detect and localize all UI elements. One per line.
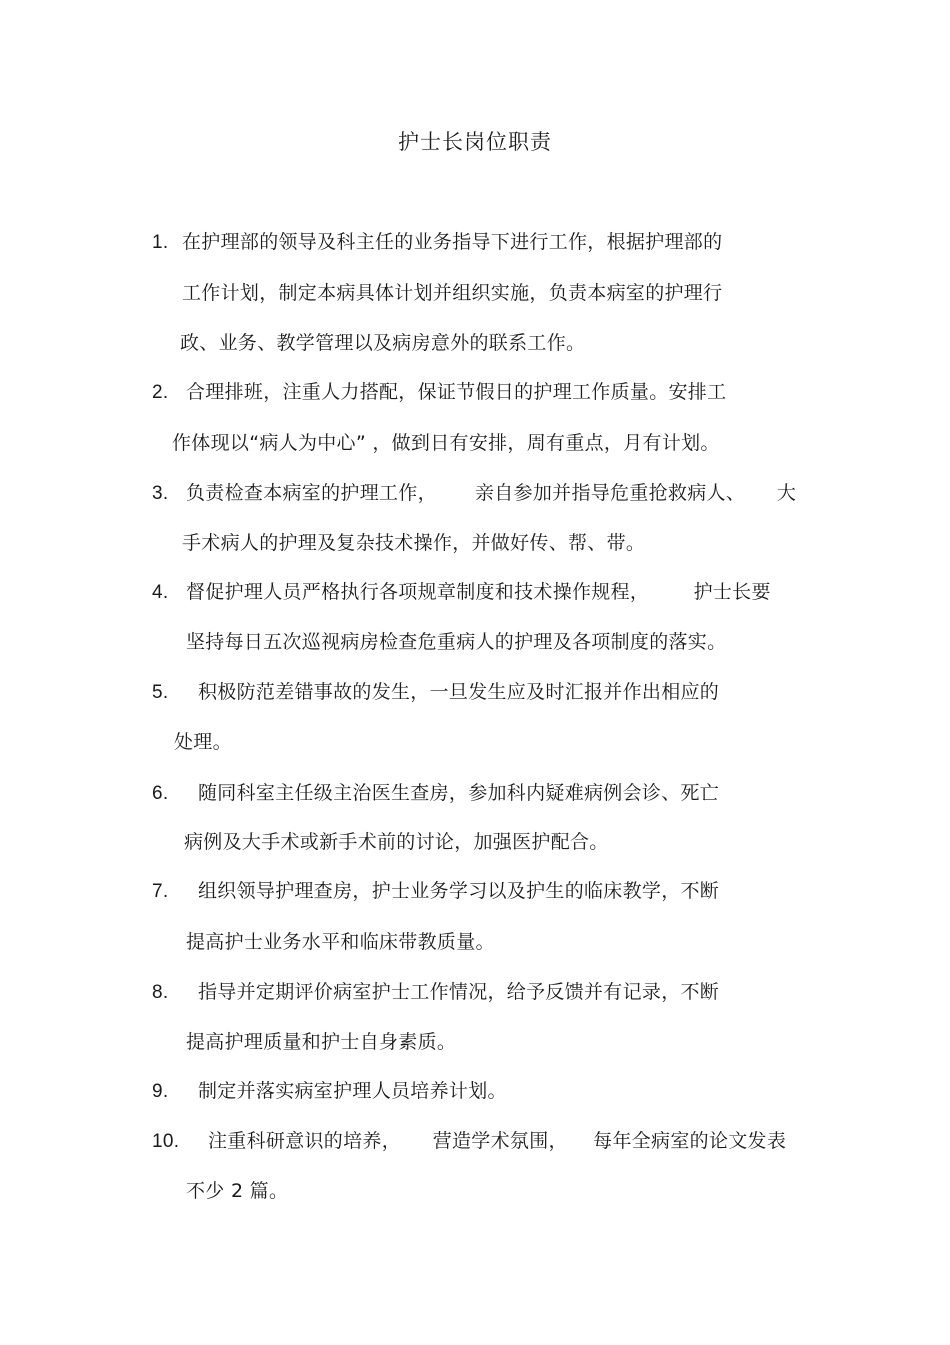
item-text: 组织领导护理查房，护士业务学习以及护生的临床教学，不断 — [198, 880, 720, 902]
list-item-9-line-1 — [152, 1078, 507, 1105]
item-text: 在护理部的领导及科主任的业务指导下进行工作，根据护理部的 — [182, 231, 723, 253]
item-number: 2. — [152, 382, 169, 403]
item-number: 9. — [152, 1081, 169, 1102]
document-title: 护士长岗位职责 — [398, 130, 552, 154]
list-item-7-line-2: 提高护士业务水平和临床带教质量。 — [186, 931, 495, 953]
item-text: 随同科室主任级主治医生查房，参加科内疑难病例会诊、死亡 — [198, 782, 720, 804]
list-item-8-line-1 — [152, 979, 719, 1006]
list-item-2-line-1 — [152, 379, 726, 406]
item-text: 积极防范差错事故的发生，一旦发生应及时汇报并作出相应的 — [198, 681, 720, 703]
list-item-8-line-2: 提高护理质量和护士自身素质。 — [186, 1031, 457, 1053]
item-number: 10. — [152, 1131, 180, 1152]
list-item-10-line-2: 不少 2 篇。 — [186, 1180, 289, 1202]
item-number: 1. — [152, 232, 169, 253]
list-item-2-line-2: 作体现以“病人为中心” ，做到日有安排，周有重点，月有计划。 — [172, 432, 720, 454]
item-text: 注重科研意识的培养， 营造学术氛围， 每年全病室的论文发表 — [208, 1130, 787, 1152]
list-item-4-line-1 — [152, 579, 771, 606]
item-number: 5. — [152, 682, 169, 703]
list-item-1-line-3: 政、业务、教学管理以及病房意外的联系工作。 — [180, 332, 586, 354]
item-number: 3. — [152, 483, 169, 504]
list-item-3-line-1 — [152, 480, 796, 507]
list-item-10-line-1 — [152, 1128, 786, 1155]
item-number: 8. — [152, 982, 169, 1003]
list-item-4-line-2: 坚持每日五次巡视病房检查危重病人的护理及各项制度的落实。 — [186, 631, 727, 653]
item-number: 6. — [152, 783, 169, 804]
item-number: 7. — [152, 881, 169, 902]
list-item-1-line-2: 工作计划，制定本病具体计划并组织实施，负责本病室的护理行 — [182, 282, 723, 304]
list-item-7-line-1 — [152, 878, 719, 905]
list-item-1-line-1 — [152, 229, 722, 256]
list-item-6-line-1 — [152, 780, 719, 807]
list-item-6-line-2: 病例及大手术或新手术前的讨论，加强医护配合。 — [184, 831, 609, 853]
item-text: 指导并定期评价病室护士工作情况，给予反馈并有记录，不断 — [198, 981, 720, 1003]
item-number: 4. — [152, 582, 169, 603]
item-text: 督促护理人员严格执行各项规章制度和技术操作规程， 护士长要 — [186, 581, 771, 603]
item-text: 制定并落实病室护理人员培养计划。 — [198, 1080, 507, 1102]
item-text: 负责检查本病室的护理工作， 亲自参加并指导危重抢救病人、 大 — [186, 482, 797, 504]
list-item-3-line-2: 手术病人的护理及复杂技术操作，并做好传、帮、带。 — [182, 532, 646, 554]
item-text: 合理排班，注重人力搭配，保证节假日的护理工作质量。安排工 — [186, 381, 727, 403]
list-item-5-line-1 — [152, 679, 719, 706]
list-item-5-line-2: 处理。 — [174, 731, 232, 753]
